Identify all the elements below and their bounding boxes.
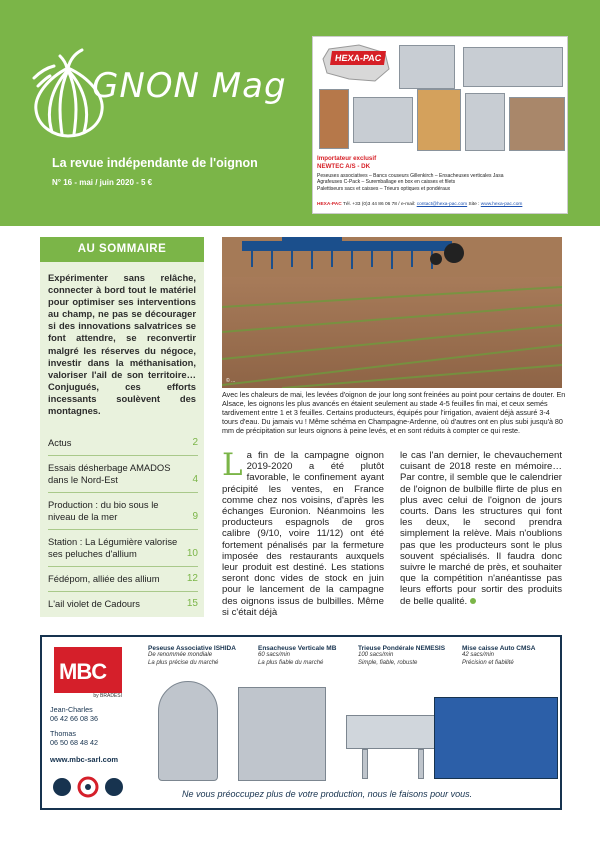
product-ishida: Peseuse Associative ISHIDA De renommée mondiale La plus précise du marché bbox=[148, 645, 236, 666]
issue-info: N° 16 - mai / juin 2020 - 5 € bbox=[52, 178, 153, 187]
products-text: Peseuses associatives – Bancs couseurs Gillenkirch – Ensacheuses verticales Jasa Agrafeuses C-Pack – Suremballage en box en caisses et filets Palettiseurs sacs et caisses – Trieurs optiques et pondéraux bbox=[317, 173, 504, 192]
toc-item[interactable]: Station : La Légumière valorise ses peluches d'allium 10 bbox=[48, 530, 198, 567]
article-column-1: La fin de la campagne oignon 2019-2020 a été plutôt favorable, le confinement ayant précipité les ventes, en France comme chez nos voisins, d'après les échanges Euronion. Néanmoins les producteurs espagnols de gros calibre (9/10, voire 11/12) ont été fortement pénalisés par la fermeture imposée des restaurants auxquels leur produit est destiné. Les stations seront donc vides de stock en juin pour le lancement de la campagne des oignons issus de bulbilles. Même si c'était déjà bbox=[222, 447, 384, 618]
product-image bbox=[319, 89, 349, 149]
service-icons bbox=[50, 772, 130, 802]
photo-credit: © ... bbox=[226, 378, 236, 384]
table-of-contents bbox=[40, 237, 204, 617]
tagline: La revue indépendante de l'oignon bbox=[52, 156, 258, 170]
email-link[interactable]: contact@hexa-pac.com bbox=[416, 202, 468, 207]
masthead bbox=[0, 0, 600, 226]
nemesis-machine-image bbox=[346, 715, 438, 749]
machine-image bbox=[509, 97, 565, 151]
article-column-2: le cas l'an dernier, le chevauchement cuisant de 2018 reste en mémoire… Par contre, il semble que le calendrier de l'oignon de bulbille flirte de plus en plus avec celui de l'oignon de jours courts. Dans les structures qui font les deux, le second prendra simplement la relève. Mais n'oublions pas que les producteurs sont le plus souvent spécialisés. Il faudra donc suivre le marché de près, et souhaiter que la compétition n'anéantisse pas leurs efforts pour sortir des produits de belle qualité. bbox=[400, 450, 562, 607]
ishida-machine-image bbox=[158, 681, 218, 781]
toc-item[interactable]: Essais désherbage AMADOS dans le Nord-Est 4 bbox=[48, 456, 198, 493]
mbc-logo-sub: by BRADESI bbox=[93, 693, 122, 699]
hexa-pac-ad[interactable] bbox=[312, 36, 568, 214]
hexa-pac-logo: HEXA-PAC bbox=[330, 51, 386, 65]
toc-intro: Expérimenter sans relâche, connecter à bord tout le matériel pour optimiser ses interventions au champ, ne pas se décourager si des innovations salvatrices se font attendre, se reconvertir malgré les réserves du négoce, investir dans la méthanisation, valoriser l'ail de son territoire… Conjugués, ces efforts incessants soulèvent des montagnes. bbox=[48, 272, 196, 417]
toc-item[interactable]: Production : du bio sous le niveau de la mer 9 bbox=[48, 493, 198, 530]
mbc-contact-2: Thomas 06 50 68 48 42 bbox=[50, 729, 98, 747]
product-nemesis: Trieuse Pondérale NEMESIS 100 sacs/min Simple, fiable, robuste bbox=[358, 645, 446, 666]
machine-image bbox=[399, 45, 455, 89]
machine-image bbox=[465, 93, 505, 151]
toc-title: AU SOMMAIRE bbox=[40, 237, 204, 262]
magazine-title: GNON Mag bbox=[92, 66, 287, 106]
toc-item[interactable]: L'ail violet de Cadours 15 bbox=[48, 598, 198, 609]
mbc-ad[interactable] bbox=[40, 635, 562, 810]
toc-item[interactable]: Actus 2 bbox=[48, 431, 198, 456]
mbc-logo: MBC bbox=[54, 647, 122, 693]
mbc-slogan: Ne vous préoccupez plus de votre production, nous le faisons pour vous. bbox=[182, 789, 473, 799]
machine-image bbox=[463, 47, 563, 87]
editorial-article bbox=[222, 447, 567, 620]
end-mark-icon bbox=[470, 598, 476, 604]
machine-image bbox=[353, 97, 413, 143]
photo-caption: Avec les chaleurs de mai, les levées d'oignon de jour long sont freinées au point pour certains de douter. En Alsace, les oignons les plus avancés en étaient seulement au stade 4-5 feuilles fin mai, et ceux semés tardivement entre 1 et 3 feuilles. Certains producteurs, équipés pour l'irrigation, avaient déjà assuré 3-4 tours d'eau. Du jamais vu ! Même schéma en Champagne-Ardenne, où d'autres ont en plus subi jusqu'à 80 mm de précipitation sur leurs oignons à peine levés, et en sont réduits à compter ce qui reste. bbox=[222, 390, 566, 435]
toc-item[interactable]: Fédépom, alliée des allium 12 bbox=[48, 567, 198, 592]
machine-image bbox=[417, 89, 461, 151]
product-cmsa: Mise caisse Auto CMSA 42 sacs/min Précision et fiabilité bbox=[462, 645, 536, 666]
toc-list bbox=[48, 431, 198, 616]
contact-line: HEXA-PAC Tél. +33 (0)3 44 86 06 78 / e-mail: contact@hexa-pac.com Site : www.hexa-pac.com bbox=[317, 202, 523, 207]
product-mb: Ensacheuse Verticale MB 60 sacs/min La plus fiable du marché bbox=[258, 645, 337, 666]
mbc-contact-1: Jean-Charles 06 42 66 08 36 bbox=[50, 705, 98, 723]
importer-text: Importateur exclusif NEWTEC A/S - DK bbox=[317, 155, 377, 170]
site-link[interactable]: www.hexa-pac.com bbox=[480, 202, 523, 207]
mb-machine-image bbox=[238, 687, 326, 781]
nemesis-leg bbox=[362, 749, 368, 779]
mbc-url-link[interactable]: www.mbc-sarl.com bbox=[50, 755, 119, 764]
drop-cap: L bbox=[222, 447, 243, 483]
mbc-contact-panel bbox=[50, 647, 140, 807]
field-photo bbox=[222, 237, 562, 388]
nemesis-leg bbox=[418, 749, 424, 779]
cmsa-machine-image bbox=[434, 697, 558, 779]
